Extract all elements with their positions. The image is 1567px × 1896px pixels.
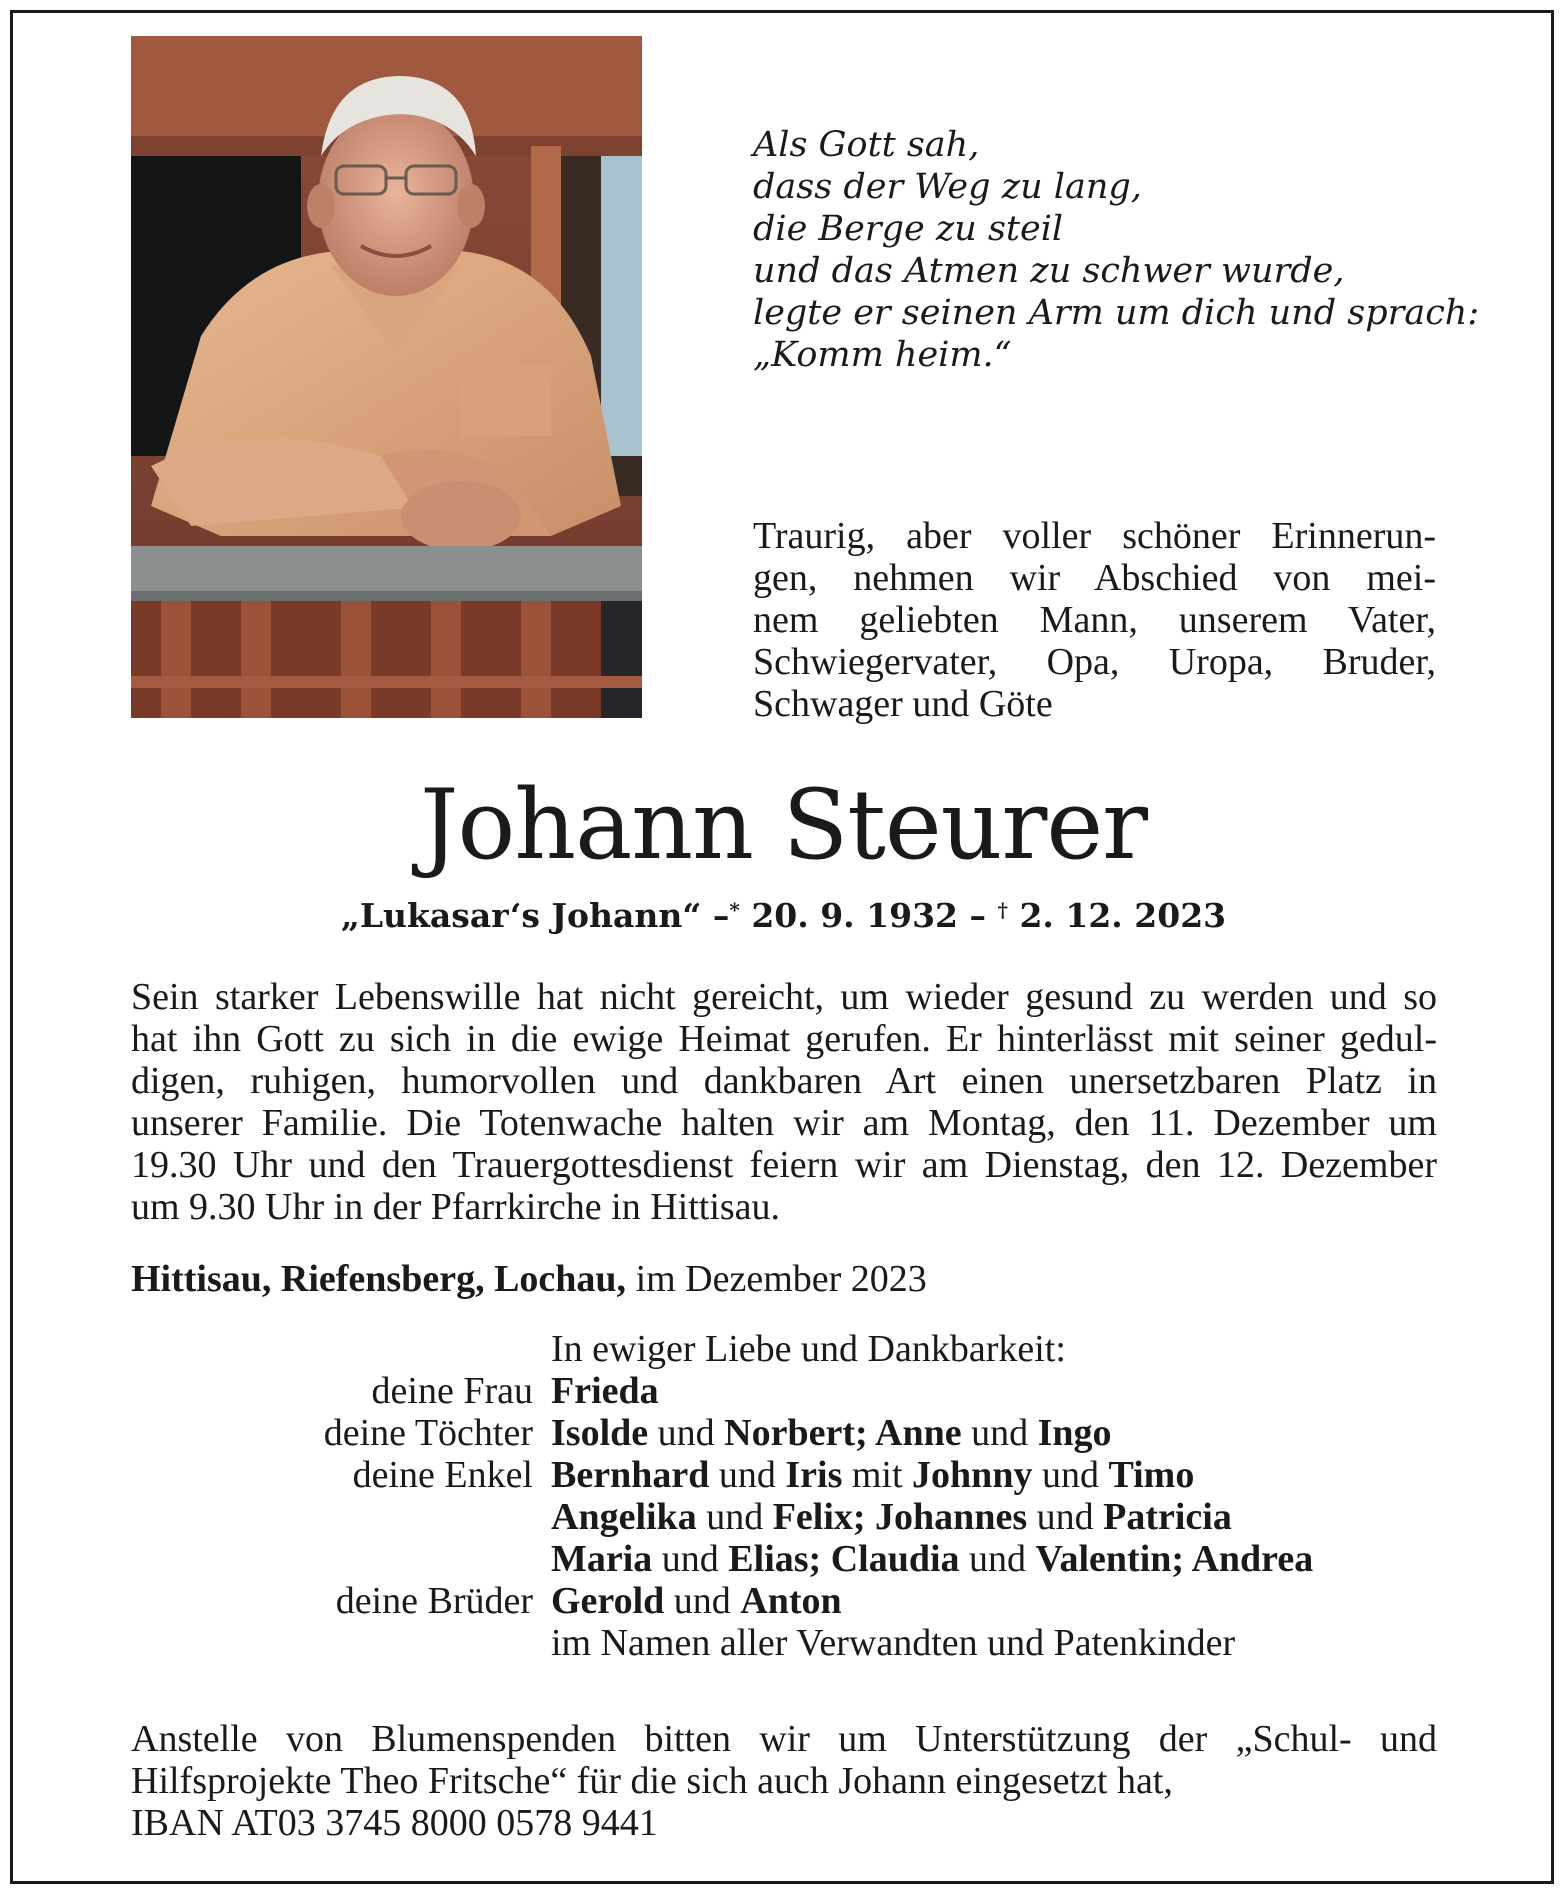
role-label: deine Brüder xyxy=(335,1580,533,1622)
nickname: „Lukasar‘s Johann“ – xyxy=(340,896,730,935)
body-line: 19.30 Uhr und den Trauergottesdienst feiern wir am Dienstag, den 12. Dezember xyxy=(131,1144,1437,1186)
family-name: Ingo xyxy=(1037,1412,1112,1454)
family-name: Maria xyxy=(551,1538,653,1580)
family-list xyxy=(131,1328,1437,1664)
family-name: Isolde xyxy=(551,1412,649,1454)
family-row-wife xyxy=(131,1370,1437,1412)
family-row-grandchildren-3 xyxy=(131,1538,1437,1580)
family-name: Elias; Claudia xyxy=(728,1538,960,1580)
intro-line: nem geliebten Mann, unserem Vater, xyxy=(753,599,1436,641)
family-row-grandchildren xyxy=(131,1454,1437,1496)
connector: und xyxy=(664,1580,741,1622)
role-label: deine Töchter xyxy=(323,1412,533,1454)
poem-line: dass der Weg zu lang, xyxy=(753,167,1142,207)
role-label: deine Enkel xyxy=(352,1454,533,1496)
connector: und xyxy=(959,1538,1036,1580)
portrait-photo xyxy=(131,36,642,718)
donation-note xyxy=(131,1718,1437,1844)
notice-date: im Dezember 2023 xyxy=(626,1258,927,1300)
connector: und xyxy=(648,1412,725,1454)
family-name: Frieda xyxy=(551,1370,659,1412)
closing-line: Hilfsprojekte Theo Fritsche“ für die sich auch Johann eingesetzt hat, xyxy=(131,1760,1173,1802)
intro-line: gen, nehmen wir Abschied von mei- xyxy=(753,557,1436,599)
role-label: deine Frau xyxy=(371,1370,533,1412)
place-names: Hittisau, Riefensberg, Lochau, xyxy=(131,1258,627,1300)
closing-line: Anstelle von Blumenspenden bitten wir um Unterstützung der „Schul- und xyxy=(131,1718,1437,1760)
family-row-relatives xyxy=(131,1622,1437,1664)
connector: und xyxy=(961,1412,1038,1454)
family-heading: In ewiger Liebe und Dankbarkeit: xyxy=(551,1328,1066,1370)
body-line: unserer Familie. Die Totenwache halten wir am Montag, den 11. Dezember um xyxy=(131,1102,1437,1144)
poem-line: Als Gott sah, xyxy=(753,125,980,165)
birth-date: 20. 9. 1932 – xyxy=(739,896,998,935)
poem-line: und das Atmen zu schwer wurde, xyxy=(753,251,1345,291)
family-name: Angelika xyxy=(551,1496,697,1538)
iban-line: IBAN AT03 3745 8000 0578 9441 xyxy=(131,1802,658,1844)
family-row-daughters xyxy=(131,1412,1437,1454)
family-name: Anton xyxy=(740,1580,842,1622)
family-row-brothers xyxy=(131,1580,1437,1622)
body-line: Sein starker Lebenswille hat nicht gereicht, um wieder gesund zu werden und so xyxy=(131,976,1437,1018)
intro-line: Schwiegervater, Opa, Uropa, Bruder, xyxy=(753,641,1436,683)
birth-symbol: * xyxy=(729,898,740,922)
intro-text xyxy=(753,515,1436,725)
family-name: Norbert; Anne xyxy=(724,1412,962,1454)
family-heading-row xyxy=(131,1328,1437,1370)
family-name: Gerold xyxy=(551,1580,665,1622)
intro-line: Schwager und Göte xyxy=(753,683,1053,725)
family-name: Felix; Johannes xyxy=(772,1496,1028,1538)
life-dates xyxy=(0,890,1567,936)
poem-line: legte er seinen Arm um dich und sprach: xyxy=(753,293,1480,333)
family-name: Timo xyxy=(1108,1454,1195,1496)
intro-line: Traurig, aber voller schöner Erinnerun- xyxy=(753,515,1436,557)
body-line: digen, ruhigen, humorvollen und dankbaren Art einen unersetzbaren Platz in xyxy=(131,1060,1437,1102)
family-name: Valentin; Andrea xyxy=(1035,1538,1314,1580)
deceased-name: Johann Steurer xyxy=(419,769,1148,881)
family-name: Bernhard xyxy=(551,1454,710,1496)
connector: und xyxy=(696,1496,773,1538)
connector: und xyxy=(652,1538,729,1580)
family-name: Patricia xyxy=(1103,1496,1232,1538)
poem-line: die Berge zu steil xyxy=(753,209,1064,249)
death-symbol: † xyxy=(997,898,1008,922)
family-name: Iris xyxy=(785,1454,843,1496)
body-line: um 9.30 Uhr in der Pfarrkirche in Hittisau. xyxy=(131,1186,781,1228)
connector: und xyxy=(709,1454,786,1496)
connector: mit xyxy=(842,1454,913,1496)
family-name: Johnny xyxy=(912,1454,1033,1496)
portrait-image xyxy=(131,36,642,718)
place-date xyxy=(131,1258,927,1300)
body-line: hat ihn Gott zu sich in die ewige Heimat gerufen. Er hinterlässt mit seiner gedul- xyxy=(131,1018,1437,1060)
connector: und xyxy=(1027,1496,1104,1538)
connector: und xyxy=(1032,1454,1109,1496)
death-date: 2. 12. 2023 xyxy=(1007,896,1227,935)
family-row-grandchildren-2 xyxy=(131,1496,1437,1538)
relatives-line: im Namen aller Verwandten und Patenkinder xyxy=(551,1622,1236,1664)
poem xyxy=(753,124,1480,376)
body-text xyxy=(131,976,1437,1228)
poem-line: „Komm heim.“ xyxy=(753,335,1012,375)
